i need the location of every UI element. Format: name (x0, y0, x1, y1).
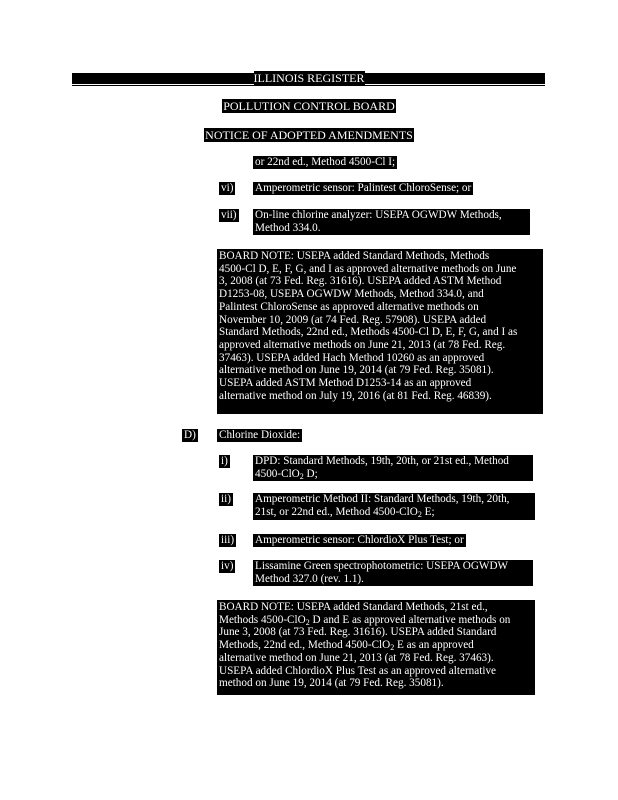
board-title-text: POLLUTION CONTROL BOARD (223, 99, 395, 113)
note-line: Palintest ChloroSense as approved alternative methods on (219, 300, 479, 313)
chlorine-cont-line: or 22nd ed., Method 4500-Cl I; (255, 156, 396, 168)
note-line: USEPA added ASTM Method D1253-14 as an approved (219, 377, 472, 390)
note-line: Standard Methods, 22nd ed., Methods 4500-Cl D, E, F, G, and I as (219, 326, 518, 339)
note-line: method on June 19, 2014 (at 79 Fed. Reg. 35081). (219, 677, 444, 690)
item-iii-marker: iii) (221, 534, 235, 546)
note-line: D1253-08, USEPA OGWDW Methods, Method 334.0, and (219, 288, 484, 301)
note-line: 4500-Cl D, E, F, G, and I as approved alternative methods on June (219, 262, 517, 275)
item-iv-text (253, 560, 533, 586)
register-title-text: ILLINOIS REGISTER (253, 71, 365, 85)
note-line: BOARD NOTE: USEPA added Standard Methods, 21st ed., (219, 601, 488, 613)
note-line: 3, 2008 (at 73 Fed. Reg. 31616). USEPA added ASTM Method (219, 275, 502, 288)
item-ii-marker: ii) (221, 493, 231, 505)
section-d-title: Chlorine Dioxide: (219, 429, 301, 441)
notice-title (0, 129, 618, 142)
item-ii-line1: Amperometric Method II: Standard Methods, 19th, 20th, (255, 493, 510, 505)
item-iv-line2: Method 327.0 (rev. 1.1). (255, 572, 364, 585)
board-title (0, 100, 618, 113)
item-vi-text: Amperometric sensor: Palintest ChloroSense; or (255, 182, 472, 194)
note-line: approved alternative methods on June 21, 2013 (at 78 Fed. Reg. (219, 338, 506, 351)
item-vii-line2: Method 334.0. (255, 221, 321, 234)
note-line: USEPA added ChlordioX Plus Test as an approved alternative (219, 664, 497, 677)
note-line: 37463). USEPA added Hach Method 10260 as an approved (219, 351, 485, 364)
section-d-marker: D) (184, 429, 196, 441)
item-vii-marker: vii) (221, 209, 237, 221)
note-line: June 3, 2008 (at 73 Fed. Reg. 31616). USEPA added Standard (219, 626, 497, 639)
header-rule (72, 85, 545, 86)
item-i-line2: 4500-ClO$_2$ D; (255, 467, 318, 481)
note-line: alternative method on June 19, 2014 (at 79 Fed. Reg. 35081). (219, 364, 494, 377)
board-note-dioxide (217, 600, 535, 695)
note-line: alternative method on June 21, 2013 (at 78 Fed. Reg. 37463). (219, 651, 494, 664)
note-line: BOARD NOTE: USEPA added Standard Methods, Methods (219, 250, 490, 262)
note-line: November 10, 2009 (at 74 Fed. Reg. 57908). USEPA added (219, 313, 487, 326)
note-line: alternative method on July 19, 2016 (at 81 Fed. Reg. 46839). (219, 389, 492, 402)
item-ii-line2: 21st, or 22nd ed., Method 4500-ClO$_2$ E; (255, 505, 435, 519)
note-line: Methods, 22nd ed., Method 4500-ClO$_2$ E as an approved (219, 639, 474, 653)
item-vii-text (253, 209, 530, 235)
item-iv-marker: iv) (221, 560, 234, 572)
item-ii-text (253, 493, 535, 520)
item-i-line1: DPD: Standard Methods, 19th, 20th, or 21st ed., Method (255, 455, 509, 467)
register-title (0, 72, 618, 85)
item-iv-line1: Lissamine Green spectrophotometric: USEPA OGWDW (255, 560, 509, 572)
note-line: Methods 4500-ClO$_2$ D and E as approved alternative methods on (219, 613, 511, 627)
item-i-marker: i) (221, 455, 228, 467)
notice-title-text: NOTICE OF ADOPTED AMENDMENTS (205, 128, 413, 142)
item-vi-marker: vi) (221, 182, 234, 194)
item-i-text (253, 455, 533, 481)
item-iii-text: Amperometric sensor: ChlordioX Plus Test; or (255, 534, 464, 546)
item-vii-line1: On-line chlorine analyzer: USEPA OGWDW Methods, (255, 209, 502, 221)
board-note-chlorine (217, 249, 543, 414)
